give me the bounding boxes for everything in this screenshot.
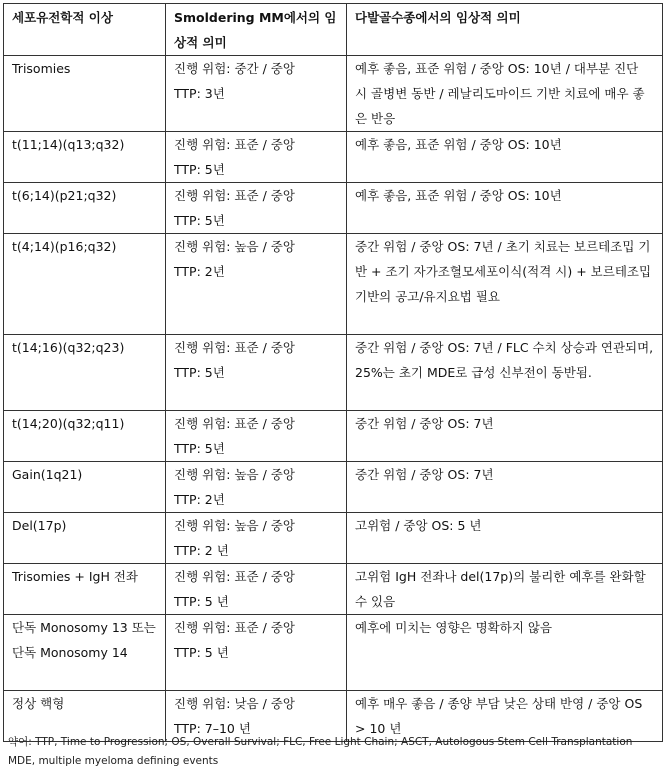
mm-cell: 중간 위험 / 중앙 OS: 7년 xyxy=(347,462,663,513)
smm-risk: 진행 위험: 높음 / 중앙 xyxy=(174,518,295,533)
smm-cell xyxy=(166,513,347,564)
smm-ttp: TTP: 5 년 xyxy=(174,645,229,660)
abnormality-cell: 단독 Monosomy 13 또는 단독 Monosomy 14 xyxy=(4,615,166,691)
table-row xyxy=(4,411,663,462)
mm-cell: 중간 위험 / 중앙 OS: 7년 / FLC 수치 상승과 연관되며, 25%는 초기 MDE로 급성 신부전이 동반됨. xyxy=(347,335,663,411)
smm-risk: 진행 위험: 표준 / 중앙 xyxy=(174,620,295,635)
mm-cell: 예후 좋음, 표준 위험 / 중앙 OS: 10년 xyxy=(347,183,663,234)
smm-ttp: TTP: 5년 xyxy=(174,365,225,380)
smm-ttp: TTP: 5년 xyxy=(174,213,225,228)
smm-ttp: TTP: 2년 xyxy=(174,264,225,279)
smm-cell xyxy=(166,183,347,234)
header-abnormality: 세포유전학적 이상 xyxy=(4,4,166,56)
table-header-row xyxy=(4,4,663,56)
abnormality-cell: t(6;14)(p21;q32) xyxy=(4,183,166,234)
abnormality-cell: t(11;14)(q13;q32) xyxy=(4,132,166,183)
mm-cell: 예후 매우 좋음 / 종양 부담 낮은 상태 반영 / 중앙 OS > 10 년 xyxy=(347,691,663,742)
smm-cell xyxy=(166,615,347,691)
header-mm-significance: 다발골수종에서의 임상적 의미 xyxy=(347,4,663,56)
smm-risk: 진행 위험: 높음 / 중앙 xyxy=(174,239,295,254)
table-row xyxy=(4,183,663,234)
smm-ttp: TTP: 2 년 xyxy=(174,543,229,558)
mm-cell: 예후에 미치는 영향은 명확하지 않음 xyxy=(347,615,663,691)
mm-cell: 고위험 / 중앙 OS: 5 년 xyxy=(347,513,663,564)
smm-ttp: TTP: 7–10 년 xyxy=(174,721,251,736)
smm-risk: 진행 위험: 낮음 / 중앙 xyxy=(174,696,295,711)
smm-cell xyxy=(166,234,347,335)
abnormality-cell: Del(17p) xyxy=(4,513,166,564)
smm-ttp: TTP: 5년 xyxy=(174,162,225,177)
table-row xyxy=(4,513,663,564)
mm-cell: 고위험 IgH 전좌나 del(17p)의 불리한 예후를 완화할 수 있음 xyxy=(347,564,663,615)
abnormality-cell: 정상 핵형 xyxy=(4,691,166,742)
smm-cell xyxy=(166,132,347,183)
abnormality-cell: t(14;16)(q32;q23) xyxy=(4,335,166,411)
smm-cell xyxy=(166,335,347,411)
table-row xyxy=(4,564,663,615)
smm-ttp: TTP: 2년 xyxy=(174,492,225,507)
table-row xyxy=(4,56,663,132)
table-row xyxy=(4,462,663,513)
mm-cell: 예후 좋음, 표준 위험 / 중앙 OS: 10년 xyxy=(347,132,663,183)
table-row xyxy=(4,132,663,183)
abnormality-cell: t(4;14)(p16;q32) xyxy=(4,234,166,335)
table-row xyxy=(4,234,663,335)
table-row xyxy=(4,615,663,691)
smm-risk: 진행 위험: 중간 / 중앙 xyxy=(174,61,295,76)
abnormality-cell: Trisomies + IgH 전좌 xyxy=(4,564,166,615)
abnormality-cell: t(14;20)(q32;q11) xyxy=(4,411,166,462)
abnormality-cell: Trisomies xyxy=(4,56,166,132)
smm-risk: 진행 위험: 표준 / 중앙 xyxy=(174,188,295,203)
mm-cell: 예후 좋음, 표준 위험 / 중앙 OS: 10년 / 대부분 진단 시 골병변 동반 / 레날리도마이드 기반 치료에 매우 좋은 반응 xyxy=(347,56,663,132)
smm-cell xyxy=(166,462,347,513)
table-row xyxy=(4,335,663,411)
smm-ttp: TTP: 5 년 xyxy=(174,594,229,609)
smm-cell xyxy=(166,56,347,132)
smm-risk: 진행 위험: 표준 / 중앙 xyxy=(174,416,295,431)
mm-cell: 중간 위험 / 중앙 OS: 7년 xyxy=(347,411,663,462)
smm-risk: 진행 위험: 표준 / 중앙 xyxy=(174,340,295,355)
header-smm-significance: Smoldering MM에서의 임상적 의미 xyxy=(166,4,347,56)
smm-risk: 진행 위험: 표준 / 중앙 xyxy=(174,569,295,584)
smm-risk: 진행 위험: 표준 / 중앙 xyxy=(174,137,295,152)
cytogenetics-table xyxy=(3,3,663,742)
mm-cell: 중간 위험 / 중앙 OS: 7년 / 초기 치료는 보르테조밉 기반 + 조기 자가조혈모세포이식(적격 시) + 보르테조밉 기반의 공고/유지요법 필요 xyxy=(347,234,663,335)
abnormality-cell: Gain(1q21) xyxy=(4,462,166,513)
smm-cell xyxy=(166,411,347,462)
smm-ttp: TTP: 5년 xyxy=(174,441,225,456)
smm-risk: 진행 위험: 높음 / 중앙 xyxy=(174,467,295,482)
smm-ttp: TTP: 3년 xyxy=(174,86,225,101)
smm-cell xyxy=(166,564,347,615)
abbreviation-footnote: 약어: TTP, Time to Progression; OS, Overall Survival; FLC, Free Light Chain; ASCT, Autologous Stem Cell Transplantation MDE, multiple myeloma defining events xyxy=(8,736,633,767)
